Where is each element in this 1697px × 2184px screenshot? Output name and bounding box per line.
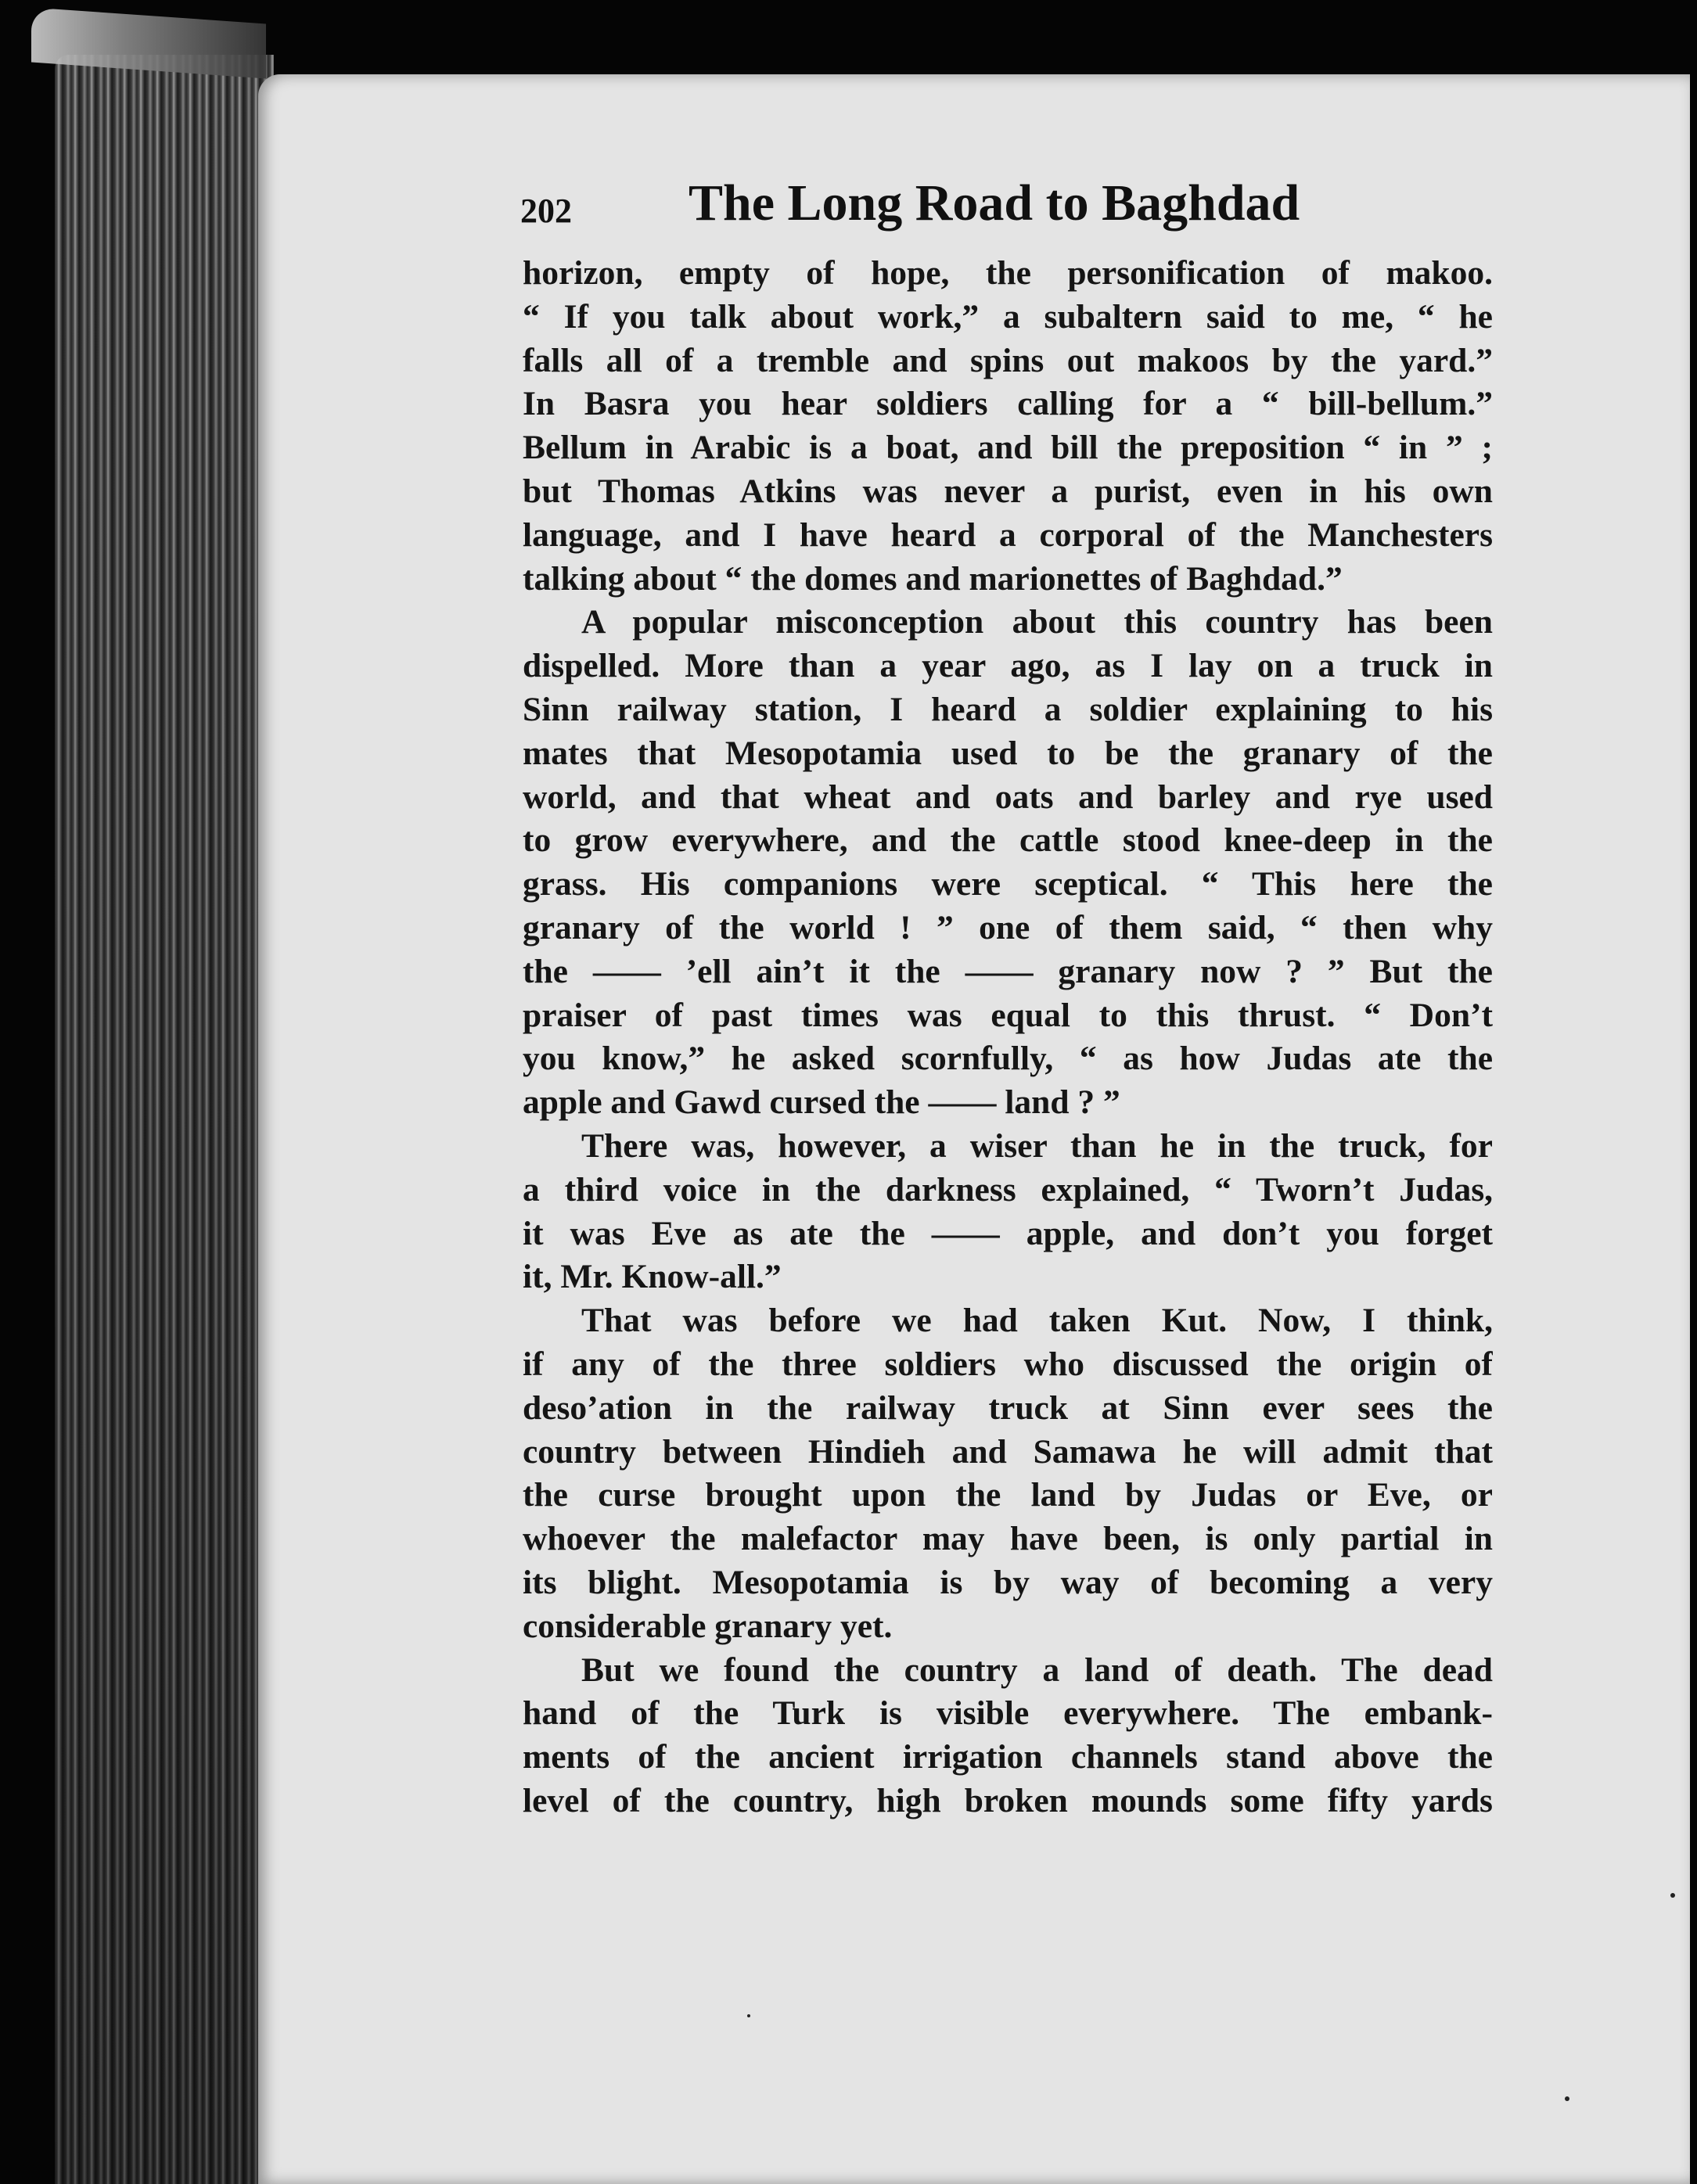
text-line: Sinn railway station, I heard a soldier explaining to his: [523, 690, 1493, 728]
text-line: horizon, empty of hope, the personification of makoo.: [523, 254, 1493, 292]
text-line: ments of the ancient irrigation channels stand above the: [523, 1738, 1493, 1776]
text-line: to grow everywhere, and the cattle stood knee-deep in the: [523, 821, 1493, 860]
text-line: praiser of past times was equal to this thrust. “ Don’t: [523, 996, 1493, 1034]
text-line: falls all of a tremble and spins out makoos by the yard.”: [523, 341, 1493, 379]
book-page-edges: [55, 55, 274, 2184]
text-line: “ If you talk about work,” a subaltern said to me, “ he: [523, 297, 1493, 336]
text-line: hand of the Turk is visible everywhere. The embank-: [523, 1694, 1493, 1733]
text-line: granary of the world ! ” one of them said, “ then why: [523, 908, 1493, 947]
scan-speck: [1565, 2096, 1569, 2101]
text-line: A popular misconception about this country has been: [581, 603, 1493, 641]
text-line: deso’ation in the railway truck at Sinn ever sees the: [523, 1388, 1493, 1427]
text-line: its blight. Mesopotamia is by way of becoming a very: [523, 1563, 1493, 1601]
text-line: if any of the three soldiers who discussed the origin of: [523, 1345, 1493, 1383]
scan-speck: [1670, 1893, 1675, 1898]
text-line: That was before we had taken Kut. Now, I think,: [581, 1302, 1493, 1340]
page-number: 202: [520, 192, 572, 230]
text-line: considerable granary yet.: [523, 1607, 893, 1645]
text-line: a third voice in the darkness explained, “ Tworn’t Judas,: [523, 1170, 1493, 1209]
page-header: [520, 174, 1490, 244]
text-line: level of the country, high broken mounds some fifty yards: [523, 1781, 1493, 1819]
text-line: it, Mr. Know-all.”: [523, 1258, 782, 1296]
text-line: country between Hindieh and Samawa he will admit that: [523, 1432, 1493, 1471]
text-line: it was Eve as ate the —— apple, and don’t you forget: [523, 1214, 1493, 1252]
text-line: talking about “ the domes and marionettes of Baghdad.”: [523, 559, 1343, 598]
text-line: language, and I have heard a corporal of the Manchesters: [523, 515, 1493, 554]
text-line: you know,” he asked scornfully, “ as how Judas ate the: [523, 1040, 1493, 1078]
text-line: apple and Gawd cursed the —— land ? ”: [523, 1083, 1120, 1122]
text-line: But we found the country a land of death. The dead: [581, 1651, 1493, 1689]
text-line: dispelled. More than a year ago, as I lay on a truck in: [523, 647, 1493, 685]
running-title: The Long Road to Baghdad: [689, 174, 1300, 232]
text-line: In Basra you hear soldiers calling for a “ bill-bellum.”: [523, 385, 1493, 423]
text-line: There was, however, a wiser than he in the truck, for: [581, 1126, 1493, 1165]
text-line: mates that Mesopotamia used to be the granary of the: [523, 734, 1493, 772]
text-line: world, and that wheat and oats and barley and rye used: [523, 778, 1493, 816]
text-line: Bellum in Arabic is a boat, and bill the preposition “ in ” ;: [523, 429, 1493, 467]
scan-speck: [747, 2014, 750, 2017]
text-line: the —— ’ell ain’t it the —— granary now ? ” But the: [523, 952, 1493, 990]
text-line: grass. His companions were sceptical. “ This here the: [523, 865, 1493, 903]
text-line: but Thomas Atkins was never a purist, even in his own: [523, 472, 1493, 510]
text-line: the curse brought upon the land by Judas or Eve, or: [523, 1476, 1493, 1514]
body-text: [523, 252, 1493, 1823]
text-line: whoever the malefactor may have been, is only partial in: [523, 1520, 1493, 1558]
